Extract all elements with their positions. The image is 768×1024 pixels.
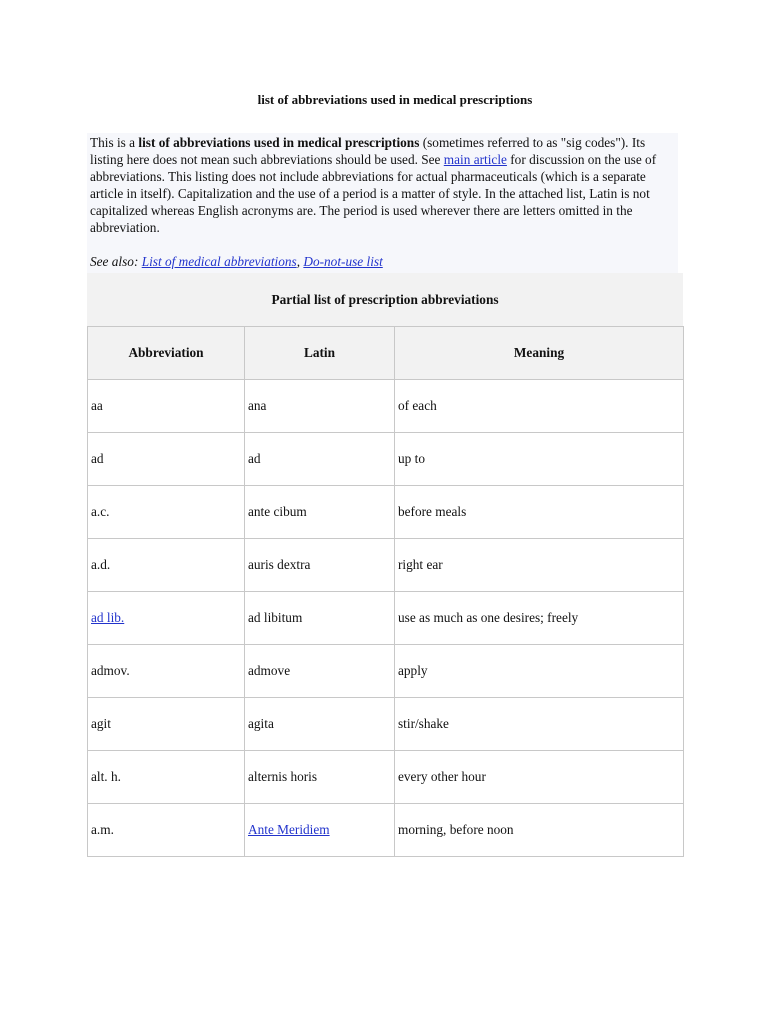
- cell-latin: ante cibum: [245, 486, 395, 539]
- page-title: list of abbreviations used in medical prescriptions: [257, 92, 533, 107]
- cell-latin: ad libitum: [245, 592, 395, 645]
- cell-meaning: up to: [395, 433, 684, 486]
- cell-abbreviation: admov.: [88, 645, 245, 698]
- ad-lib-link[interactable]: ad lib.: [91, 610, 125, 625]
- header-meaning: Meaning: [395, 327, 684, 380]
- cell-meaning: of each: [395, 380, 684, 433]
- cell-latin: ana: [245, 380, 395, 433]
- intro-bold-term: list of abbreviations used in medical prescriptions: [138, 135, 420, 150]
- header-abbreviation: Abbreviation: [88, 327, 245, 380]
- intro-text-end: for discussion on the use of abbreviations. This listing does not include abbreviations for actual pharmaceuticals (which is a separate article in itself). Capitalization and the use of a period is a matter of style. In the attached list, Latin is not capitalized whereas English acronyms are. The period is used wherever there are letters omitted in the abbreviation.: [90, 152, 657, 235]
- table-row: [88, 804, 684, 857]
- cell-abbreviation: ad: [88, 433, 245, 486]
- cell-latin: [245, 804, 395, 857]
- see-also-line: [90, 253, 674, 270]
- cell-latin: auris dextra: [245, 539, 395, 592]
- cell-latin: admove: [245, 645, 395, 698]
- abbreviations-table: [87, 326, 684, 857]
- table-row: [88, 645, 684, 698]
- table-header-row: [88, 327, 684, 380]
- cell-meaning: use as much as one desires; freely: [395, 592, 684, 645]
- intro-section: [87, 133, 678, 274]
- cell-abbreviation: alt. h.: [88, 751, 245, 804]
- table-row: [88, 486, 684, 539]
- cell-latin: agita: [245, 698, 395, 751]
- cell-latin: alternis horis: [245, 751, 395, 804]
- table-row: [88, 751, 684, 804]
- cell-meaning: before meals: [395, 486, 684, 539]
- cell-meaning: stir/shake: [395, 698, 684, 751]
- main-article-link[interactable]: main article: [443, 152, 507, 167]
- see-also-separator: ,: [296, 254, 304, 269]
- abbreviations-table-section: [87, 273, 683, 857]
- ante-meridiem-link[interactable]: Ante Meridiem: [248, 822, 330, 837]
- table-row: [88, 592, 684, 645]
- medical-abbreviations-link[interactable]: List of medical abbreviations: [141, 254, 297, 269]
- see-also-label: See also:: [90, 254, 142, 269]
- cell-meaning: apply: [395, 645, 684, 698]
- do-not-use-list-link[interactable]: Do-not-use list: [303, 254, 383, 269]
- cell-meaning: right ear: [395, 539, 684, 592]
- table-row: [88, 433, 684, 486]
- cell-meaning: morning, before noon: [395, 804, 684, 857]
- cell-meaning: every other hour: [395, 751, 684, 804]
- cell-abbreviation: [88, 592, 245, 645]
- cell-latin: ad: [245, 433, 395, 486]
- table-row: [88, 380, 684, 433]
- header-latin: Latin: [245, 327, 395, 380]
- intro-text-middle: (sometimes referred to as "sig codes"). Its listing here does not mean such abbreviations should be used. See: [90, 135, 646, 167]
- table-row: [88, 539, 684, 592]
- intro-text-start: This is a: [90, 135, 139, 150]
- cell-abbreviation: a.d.: [88, 539, 245, 592]
- intro-paragraph: [90, 134, 674, 236]
- cell-abbreviation: agit: [88, 698, 245, 751]
- cell-abbreviation: a.c.: [88, 486, 245, 539]
- cell-abbreviation: a.m.: [88, 804, 245, 857]
- cell-abbreviation: aa: [88, 380, 245, 433]
- table-caption: Partial list of prescription abbreviations: [87, 273, 683, 326]
- table-row: [88, 698, 684, 751]
